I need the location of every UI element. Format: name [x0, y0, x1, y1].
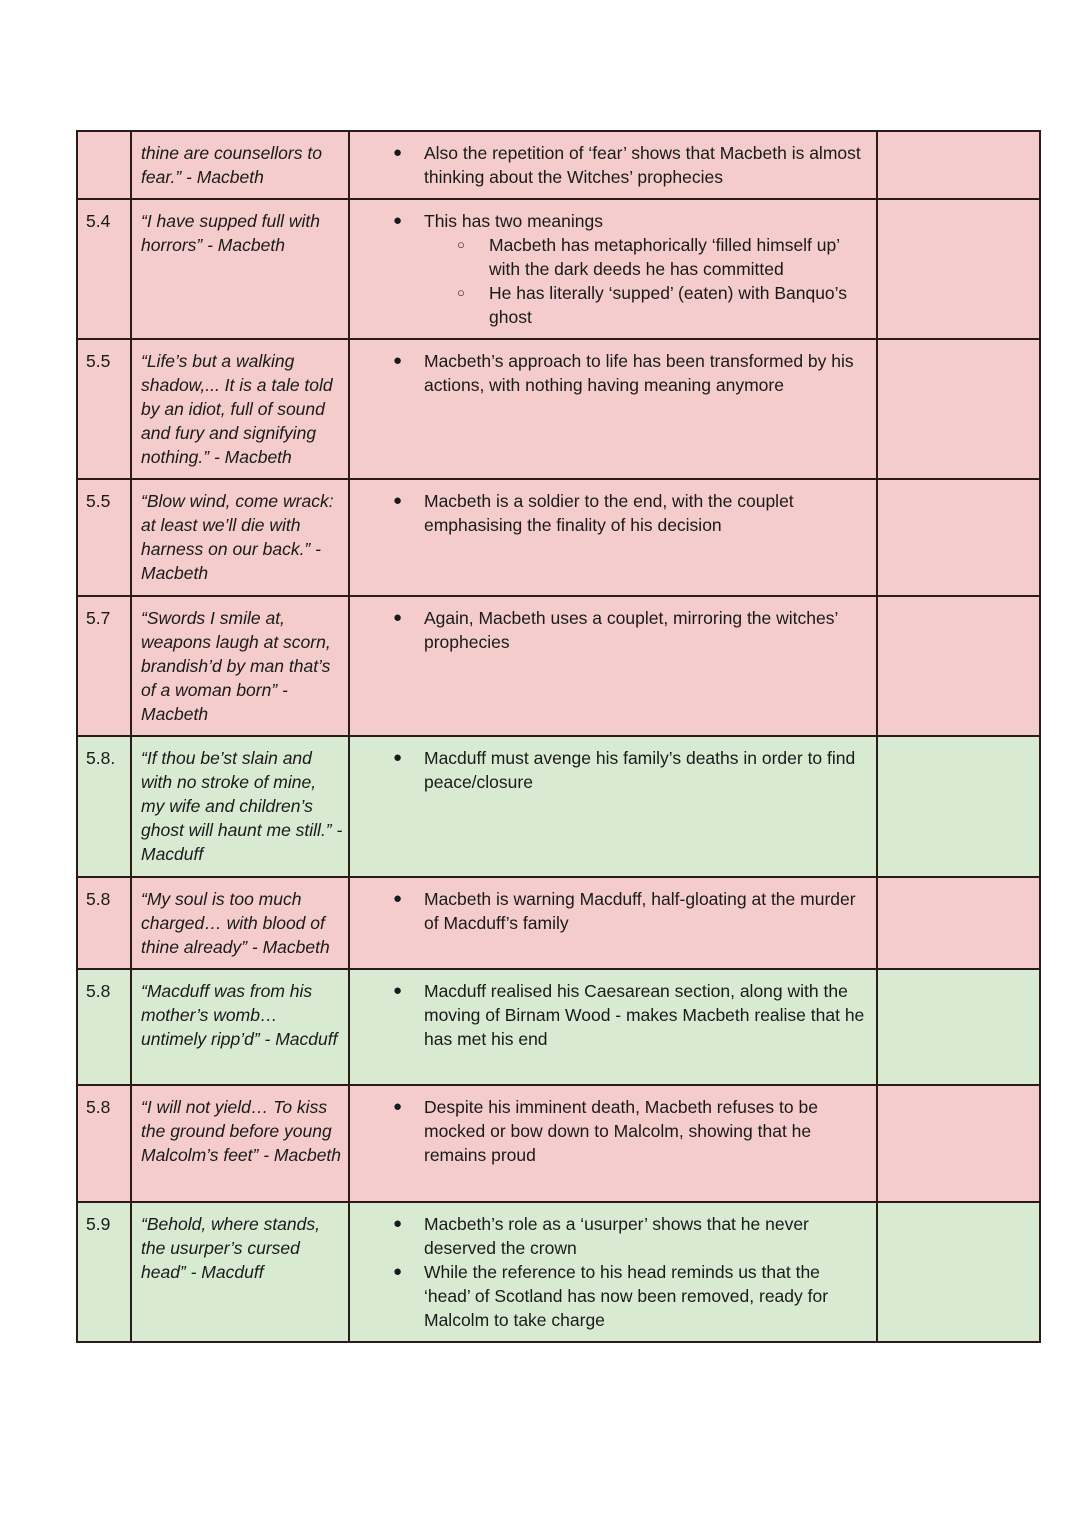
quote-cell: “Swords I smile at, weapons laugh at scorn, brandish’d by man that’s of a woman born” - Macbeth	[131, 596, 349, 736]
scene-number: 5.5	[77, 339, 131, 479]
bullet-icon: ●	[393, 749, 403, 766]
analysis-cell	[349, 736, 877, 877]
bullet-icon: ●	[393, 1263, 403, 1280]
analysis-cell	[349, 877, 877, 969]
notes-cell	[877, 877, 1040, 969]
table-row	[77, 1085, 1040, 1202]
analysis-cell	[349, 339, 877, 479]
bullet-icon: ●	[393, 1098, 403, 1115]
bullet-icon: ●	[393, 982, 403, 999]
table-row	[77, 877, 1040, 969]
notes-cell	[877, 131, 1040, 199]
analysis-point: ● Despite his imminent death, Macbeth refuses to be mocked or bow down to Malcolm, showing that he remains proud	[393, 1097, 818, 1165]
table-row	[77, 736, 1040, 877]
quote-cell: “I have supped full with horrors” - Macbeth	[131, 199, 349, 339]
scene-number: 5.8	[77, 1085, 131, 1202]
analysis-point: ● Macbeth is warning Macduff, half-gloating at the murder of Macduff’s family	[393, 889, 856, 933]
table-row	[77, 1202, 1040, 1342]
quote-cell: “If thou be’st slain and with no stroke of mine, my wife and children’s ghost will haunt me still.” - Macduff	[131, 736, 349, 877]
table-row	[77, 131, 1040, 199]
analysis-cell	[349, 199, 877, 339]
scene-number: 5.4	[77, 199, 131, 339]
scene-number: 5.8.	[77, 736, 131, 877]
quote-cell: thine are counsellors to fear.” - Macbeth	[131, 131, 349, 199]
bullet-icon: ●	[393, 212, 403, 229]
bullet-icon: ●	[393, 890, 403, 907]
table-row	[77, 479, 1040, 596]
sub-bullet-icon: ○	[457, 237, 465, 252]
analysis-point: ● Also the repetition of ‘fear’ shows that Macbeth is almost thinking about the Witches’ prophecies	[393, 143, 861, 187]
analysis-subpoint: ○ He has literally ‘supped’ (eaten) with Banquo’s ghost	[457, 283, 847, 327]
table-row	[77, 339, 1040, 479]
analysis-cell	[349, 1202, 877, 1342]
scene-number: 5.9	[77, 1202, 131, 1342]
analysis-cell	[349, 969, 877, 1085]
scene-number: 5.7	[77, 596, 131, 736]
analysis-cell	[349, 131, 877, 199]
bullet-icon: ●	[393, 1215, 403, 1232]
sub-bullet-icon: ○	[457, 285, 465, 300]
analysis-point: ● This has two meanings ○ Macbeth has metaphorically ‘filled himself up’ with the dark deeds he has committed ○ He has literally ‘supped’ (eaten) with Banquo’s ghost	[350, 209, 868, 329]
notes-cell	[877, 969, 1040, 1085]
analysis-point: ● Macbeth’s approach to life has been transformed by his actions, with nothing having meaning anymore	[393, 351, 854, 395]
analysis-cell	[349, 479, 877, 596]
table-row	[77, 199, 1040, 339]
analysis-cell	[349, 596, 877, 736]
bullet-icon: ●	[393, 609, 403, 626]
scene-number: 5.8	[77, 877, 131, 969]
analysis-subpoint: ○ Macbeth has metaphorically ‘filled himself up’ with the dark deeds he has committed	[457, 235, 840, 279]
bullet-icon: ●	[393, 144, 403, 161]
quotes-table	[76, 130, 1041, 1343]
quote-cell: “Macduff was from his mother’s womb… untimely ripp’d” - Macduff	[131, 969, 349, 1085]
notes-cell	[877, 1202, 1040, 1342]
notes-cell	[877, 199, 1040, 339]
table-row	[77, 969, 1040, 1085]
quote-cell: “Life’s but a walking shadow,... It is a tale told by an idiot, full of sound and fury and signifying nothing.” - Macbeth	[131, 339, 349, 479]
quote-cell: “Behold, where stands, the usurper’s cursed head” - Macduff	[131, 1202, 349, 1342]
quote-cell: “My soul is too much charged… with blood of thine already” - Macbeth	[131, 877, 349, 969]
notes-cell	[877, 1085, 1040, 1202]
notes-cell	[877, 339, 1040, 479]
analysis-point: ● While the reference to his head reminds us that the ‘head’ of Scotland has now been removed, ready for Malcolm to take charge	[393, 1262, 829, 1330]
analysis-cell	[349, 1085, 877, 1202]
scene-number	[77, 131, 131, 199]
notes-cell	[877, 596, 1040, 736]
analysis-point: ● Macduff realised his Caesarean section, along with the moving of Birnam Wood - makes Macbeth realise that he has met his end	[393, 981, 865, 1049]
table-row	[77, 596, 1040, 736]
notes-cell	[877, 479, 1040, 596]
quote-cell: “Blow wind, come wrack: at least we’ll die with harness on our back.” - Macbeth	[131, 479, 349, 596]
analysis-point: ● Macduff must avenge his family’s deaths in order to find peace/closure	[393, 748, 856, 792]
quote-cell: “I will not yield… To kiss the ground before young Malcolm’s feet” - Macbeth	[131, 1085, 349, 1202]
scene-number: 5.5	[77, 479, 131, 596]
notes-cell	[877, 736, 1040, 877]
analysis-point: ● Again, Macbeth uses a couplet, mirroring the witches’ prophecies	[393, 608, 838, 652]
scene-number: 5.8	[77, 969, 131, 1085]
analysis-point: ● Macbeth’s role as a ‘usurper’ shows that he never deserved the crown	[393, 1214, 809, 1258]
bullet-icon: ●	[393, 352, 403, 369]
bullet-icon: ●	[393, 492, 403, 509]
analysis-point: ● Macbeth is a soldier to the end, with the couplet emphasising the finality of his decision	[393, 491, 794, 535]
